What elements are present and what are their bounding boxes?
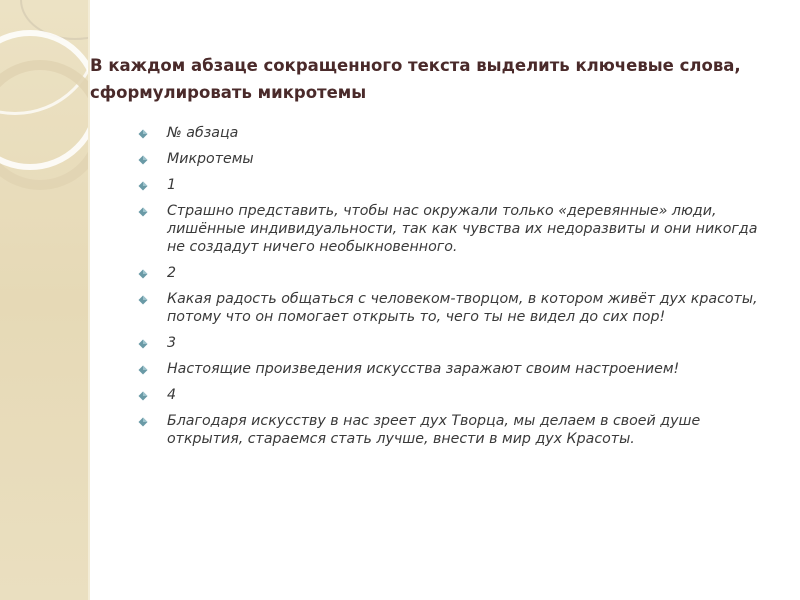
list-item bbox=[138, 202, 778, 256]
leaf-diamond-icon bbox=[138, 391, 147, 400]
decorative-side-band bbox=[0, 0, 88, 600]
list-item bbox=[138, 360, 778, 378]
list-item-text: № абзаца bbox=[167, 125, 239, 141]
slide-title: В каждом абзаце сокращенного текста выделить ключевые слова, сформулировать микротемы bbox=[90, 56, 741, 102]
leaf-diamond-icon bbox=[138, 417, 147, 426]
bullet-list bbox=[138, 124, 778, 456]
list-item bbox=[138, 264, 778, 282]
leaf-diamond-icon bbox=[138, 181, 147, 190]
list-item bbox=[138, 150, 778, 168]
list-item-text: 2 bbox=[167, 265, 177, 281]
list-item-text: Какая радость общаться с человеком-творцом, в котором живёт дух красоты, потому что он помогает открыть то, чего ты не видел до сих пор! bbox=[167, 291, 758, 325]
list-item bbox=[138, 412, 778, 448]
leaf-diamond-icon bbox=[138, 269, 147, 278]
list-item-text: Настоящие произведения искусства заражают своим настроением! bbox=[167, 361, 680, 377]
list-item-text: Благодаря искусству в нас зреет дух Творца, мы делаем в своей душе открытия, стараемся стать лучше, внести в мир дух Красоты. bbox=[167, 413, 701, 447]
list-item-text: 3 bbox=[167, 335, 177, 351]
list-item bbox=[138, 176, 778, 194]
decorative-ring bbox=[0, 30, 88, 170]
leaf-diamond-icon bbox=[138, 129, 147, 138]
list-item-text: Микротемы bbox=[167, 151, 254, 167]
list-item-text: Страшно представить, чтобы нас окружали только «деревянные» люди, лишённые индивидуальности, так как чувства их недоразвиты и они никогда не создадут ничего необыкновенного. bbox=[167, 203, 758, 255]
list-item bbox=[138, 124, 778, 142]
list-item bbox=[138, 386, 778, 404]
leaf-diamond-icon bbox=[138, 207, 147, 216]
leaf-diamond-icon bbox=[138, 295, 147, 304]
leaf-diamond-icon bbox=[138, 365, 147, 374]
list-item-text: 4 bbox=[167, 387, 177, 403]
list-item bbox=[138, 334, 778, 352]
leaf-diamond-icon bbox=[138, 339, 147, 348]
leaf-diamond-icon bbox=[138, 155, 147, 164]
list-item-text: 1 bbox=[167, 177, 177, 193]
list-item bbox=[138, 290, 778, 326]
